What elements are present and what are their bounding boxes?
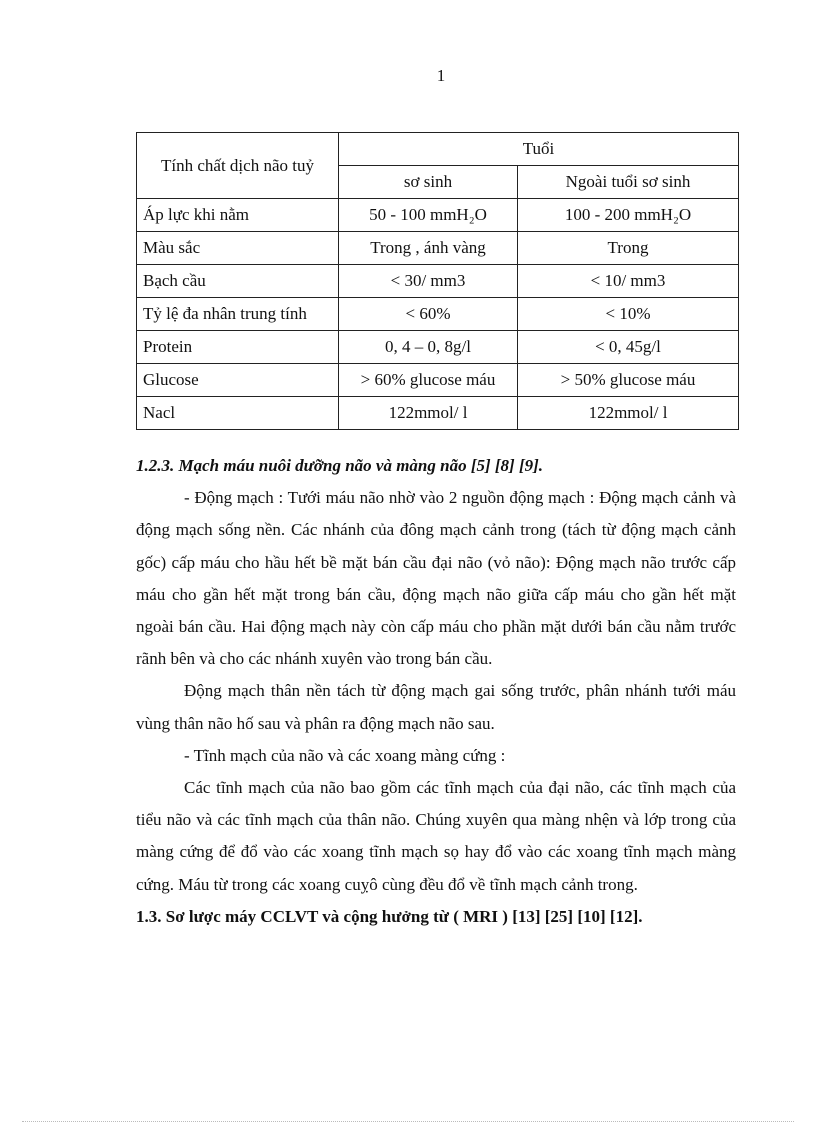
table-row [137,298,739,331]
paragraph-veins: Các tĩnh mạch của não bao gồm các tĩnh mạch của đại não, các tĩnh mạch của tiểu não và các tĩnh mạch của thân não. Chúng xuyên qua màng nhện và lớp trong của màng cứng để đổ vào các xoang tĩnh mạch sọ hay đổ vào các xoang tĩnh mạch màng cứng. Máu từ trong các xoang cuỵô cùng đều đổ về tĩnh mạch cảnh trong. [136,778,736,894]
section-heading-1-3: 1.3. Sơ lược máy CCLVT và cộng hưởng từ ( MRI ) [13] [25] [10] [12]. [136,906,643,926]
body-text [136,450,736,933]
other-cell: 100 - 200 mmH₂O [518,199,739,232]
newborn-cell: 0, 4 – 0, 8g/l [339,331,518,364]
header-newborn-cell: sơ sinh [339,166,518,199]
newborn-cell: Trong , ánh vàng [339,232,518,265]
other-cell: < 10/ mm3 [518,265,739,298]
table-row [137,364,739,397]
table-row [137,199,739,232]
param-cell: Tỷ lệ đa nhân trung tính [137,298,339,331]
param-cell: Protein [137,331,339,364]
paragraph-arteries: - Động mạch : Tưới máu não nhờ vào 2 nguồn động mạch : Động mạch cảnh và động mạch sống nền. Các nhánh của đông mạch cảnh trong (tách từ động mạch cảnh gốc) cấp máu cho hầu hết bề mặt bán cầu đại não (vỏ não): Động mạch não trước cấp máu cho gần hết mặt trong bán cầu, động mạch não giữa cấp máu cho gần hết mặt ngoài bán cầu. Hai động mạch này còn cấp máu cho phần mặt dưới bán cầu nằm trước rãnh bên và cho các nhánh xuyên vào trong bán cầu. [136,488,736,669]
section-heading-1-2-3: 1.2.3. Mạch máu nuôi dưỡng não và màng não [5] [8] [9]. [136,456,544,475]
paragraph-basilar-artery: Động mạch thân nền tách từ động mạch gai sống trước, phân nhánh tưới máu vùng thân não hố sau và phân ra động mạch não sau. [136,681,736,733]
table-header-row [137,133,739,166]
page-bottom-divider [22,1121,794,1122]
newborn-cell: 122mmol/ l [339,397,518,430]
other-cell: > 50% glucose máu [518,364,739,397]
param-cell: Áp lực khi nằm [137,199,339,232]
table-row [137,397,739,430]
header-age-cell: Tuổi [339,133,739,166]
table-row [137,331,739,364]
newborn-cell: < 60% [339,298,518,331]
param-cell: Glucose [137,364,339,397]
param-cell: Nacl [137,397,339,430]
other-cell: 122mmol/ l [518,397,739,430]
table-row [137,232,739,265]
page-number: 1 [436,66,446,85]
csf-properties-table [136,132,739,430]
table-row [137,265,739,298]
param-cell: Bạch cầu [137,265,339,298]
other-cell: Trong [518,232,739,265]
newborn-cell: < 30/ mm3 [339,265,518,298]
newborn-cell: > 60% glucose máu [339,364,518,397]
header-param-cell: Tính chất dịch não tuỷ [137,133,339,199]
header-other-cell: Ngoài tuổi sơ sinh [518,166,739,199]
paragraph-veins-subheading: - Tĩnh mạch của não và các xoang màng cứng : [184,745,506,765]
other-cell: < 0, 45g/l [518,331,739,364]
param-cell: Màu sắc [137,232,339,265]
newborn-cell: 50 - 100 mmH₂O [339,199,518,232]
other-cell: < 10% [518,298,739,331]
